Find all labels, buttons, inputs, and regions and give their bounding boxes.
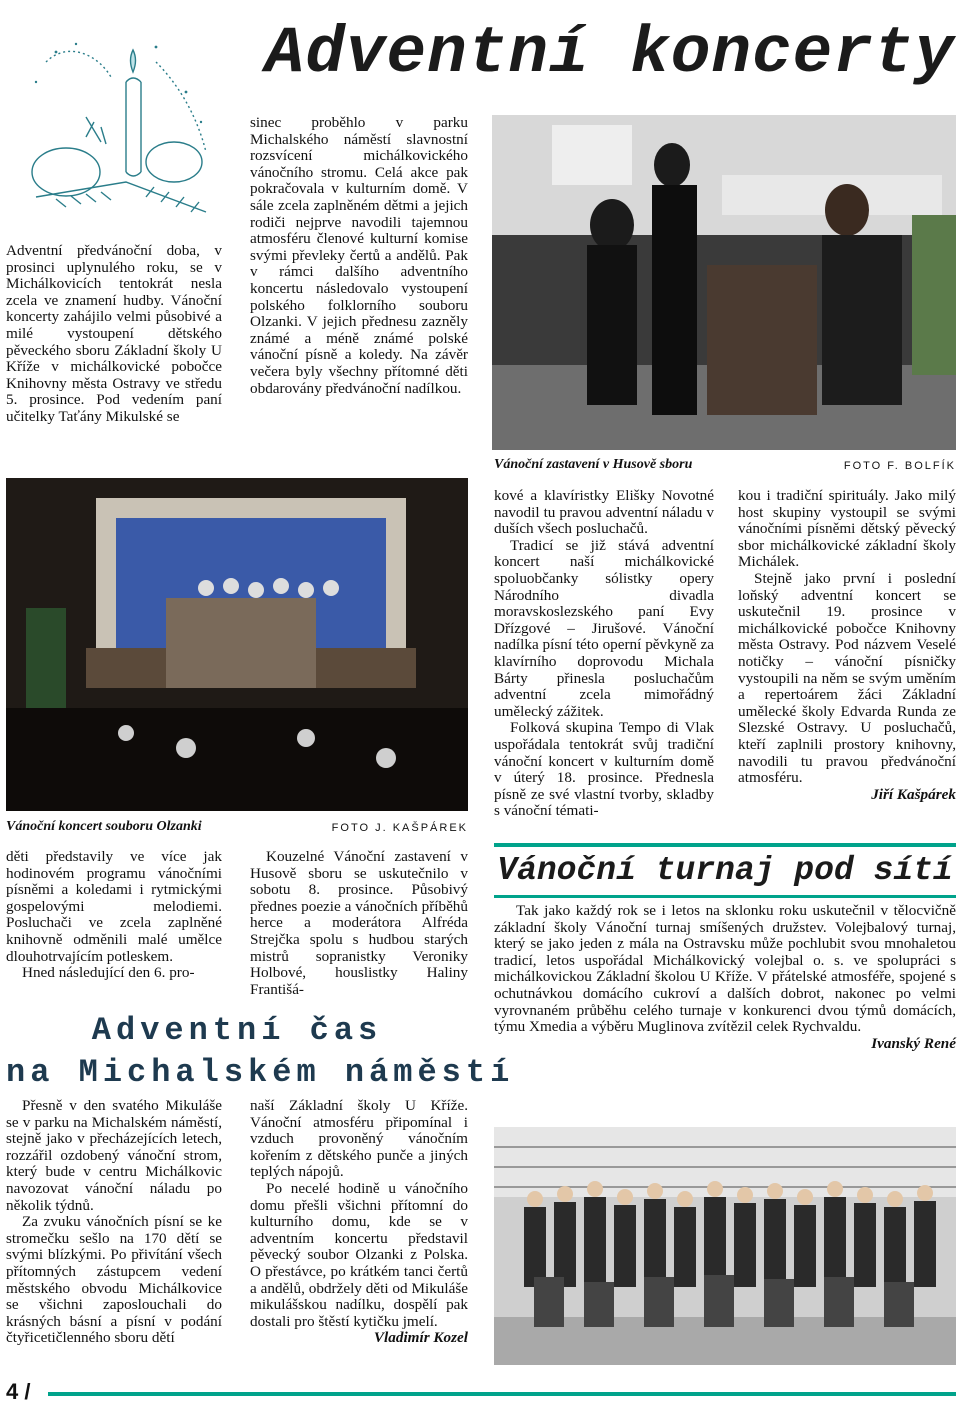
article-column-right-a — [494, 488, 714, 820]
page-title: Adventní koncerty — [264, 16, 955, 91]
signature: Ivanský René — [871, 1034, 956, 1052]
paragraph: kové a klavíristky Elišky Novotné navodil tu pravou adventní náladu v duších všech posluchačů. — [494, 487, 714, 538]
photo-husov-sbor — [492, 115, 956, 450]
article-column-right-b — [738, 488, 956, 803]
paragraph: děti představily ve více jak hodinovém programu vánočními písněmi a koledami i rytmickými gospelovými melodiemi. Posluchači ve zcela zaplněné knihovně odměnili malé umělce dlouhotrvajícím potleskem. — [6, 848, 222, 965]
caption-olzanki: Vánoční koncert souboru Olzanki — [6, 819, 202, 834]
caption-husov: Vánoční zastavení v Husově sboru — [494, 457, 693, 472]
paragraph: Hned následující den 6. pro- — [22, 964, 195, 982]
paragraph: Tak jako každý rok se i letos na sklonku roku uskutečnil v tělocvičně základní školy Vánoční turnaj smíšených družstev. Volejbalový turnaj, který se jako jeden z mála na Ostravsku může pochlubit svou mnohaletou tradicí, letos uspořádal Michálkovický volejbal o. s. ve spolupráci s michálkovickou Základní školou U Kříže. V přátelské atmosféře, spojené s ochutnávkou domácího cukroví a dalších dobrot, nakonec po velmi vyrovnaném průběhu celého turnaje v konkurenci dvou týmů domácích, týmu Xmedia a výběru Muglinova zvítězil celek Rychvaldu. — [494, 902, 956, 1036]
article-column-top: sinec proběhlo v parku Michalského náměstí slavnostní rozsvícení michálkovického vánočního stromu. Celá akce pak pokračovala v kulturním domě. V sále zcela zaplněném dětmi a jejich rodiči nejprve navodili tajemnou atmosféru členové kulturní komise svými převleky čertů a andělů. Pak v rámci dalšího adventního koncertu následovalo vystoupení polského folklorního souboru Olzanki. V jejich přednesu zazněly známé a méně známé polské vánoční písně a koledy. Na závěr večera byly všechny přítomné děti obdarovány předvánoční nadílkou. — [250, 114, 468, 397]
paragraph: Přesně v den svatého Mikuláše se v parku na Michalském náměstí, stejně jako v přecházejících letech, rozzářil ozdobený vánoční strom, který bude v centru Michálkovic navozovat vánoční náladu po několik týdnů. — [6, 1097, 222, 1214]
article-column-mid-mid — [250, 849, 468, 998]
credit-husov: FOTO F. BOLFÍK — [843, 460, 956, 472]
paragraph: Stejně jako první i poslední loňský adventní koncert se uskutečnil 19. prosince v michálkovické pobočce Knihovny města Ostravy. Pod názvem Veselé notičky – vánoční písničky vystoupili na něm se svým uměním a repertoárem žáci Základní umělecké školy Edvarda Runda ze Slezské Ostravy. U posluchačů, kteří zaplnili prostory knihovny, navodili tu pravou předvánoční atmosféru. — [738, 569, 956, 787]
paragraph: Po necelé hodině u vánočního domu přešli všichni přítomní do kulturního domu, kde se v adventním koncertu představil pěvecký soubor Olzanki z Polska. O přestávce, po krátkém tanci čertů a andělů, obdržely děti od Mikuláše mikulášskou nadílku, dospělí pak dostali pro štěstí kytičku jmelí. — [250, 1179, 468, 1330]
signature: Jiří Kašpárek — [871, 785, 956, 803]
advent-cas-column-1 — [6, 1098, 222, 1347]
turnaj-text — [494, 903, 956, 1052]
paragraph: Za zvuku vánočních písní se ke stromečku sešlo na 170 dětí se svými blízkými. Po přivítání všech přítomných zástupcem vedení městského obvodu Michálkovice se všichni zaposlouchali do krásných básní a písní v podání čtyřicetičlenného sboru dětí — [6, 1213, 222, 1347]
intro-text: Adventní předvánoční doba, v prosinci uplynulého roku, se v Michálkovicích tentokrát nesla zcela ve znamení hudby. Vánoční koncerty zahájilo velmi působivé a milé vystoupení dětského pěveckého sboru Základní školy U Kříže v michálkovické pobočce Knihovny města Ostravy ve středu 5. prosince. Pod vedením paní učitelky Taťány Mikulské se — [6, 242, 222, 425]
footer-rule — [48, 1392, 956, 1396]
paragraph: Tradicí se již stává adventní koncert naší michálkovické spoluobčanky sólistky opery Národního divadla moravskoslezského paní Evy Dřízgové – Jirušové. Vánoční nadílka písní této operní pěvkyně za klavírního doprovodu Michala Bárty přinesla posluchačům adventní zcela mimořádný umělecký zážitek. — [494, 536, 714, 720]
paragraph: Kouzelné Vánoční zastavení v Husově sboru se uskutečnilo v sobotu 8. prosince. Působivý přednes poezie a vánočních příběhů herce a moderátora Alfréda Strejčka spolu s hudbou starých mistrů sopranistky Veroniky Holbové, houslistky Haliny Františá- — [250, 848, 468, 998]
credit-olzanki: FOTO J. KAŠPÁREK — [331, 822, 468, 834]
signature: Vladimír Kozel — [373, 1329, 468, 1347]
photo-olzanki — [6, 478, 468, 811]
page-number: 4 / — [6, 1379, 31, 1404]
advent-cas-title-line1: Adventní čas — [91, 1012, 383, 1049]
advent-cas-title-line2: na Michalském náměstí — [6, 1054, 515, 1091]
article-column-left-mid — [6, 849, 222, 982]
photo-volejbal — [494, 1127, 956, 1365]
advent-cas-title — [6, 1010, 515, 1094]
advent-cas-column-2 — [250, 1098, 468, 1347]
paragraph: Folková skupina Tempo di Vlak uspořádala tentokrát svůj tradiční vánoční koncert v kulturním domě v úterý 18. prosince. Přednesla písně ze své vlastní tvorby, skladby s vánoční témati- — [494, 719, 714, 820]
candle-illustration — [6, 22, 222, 234]
paragraph: kou i tradiční spirituály. Jako milý host skupiny vystoupil se svými vánočními písněmi dětský pěvecký sbor michálkovické základní školy Michálek. — [738, 487, 956, 571]
paragraph: naší Základní školy U Kříže. Vánoční atmosféru připomínal i vzduch provoněný vánočním kořením z dětského punče a jiných teplých nápojů. — [250, 1097, 468, 1181]
turnaj-title: Vánoční turnaj pod sítí — [494, 843, 956, 898]
